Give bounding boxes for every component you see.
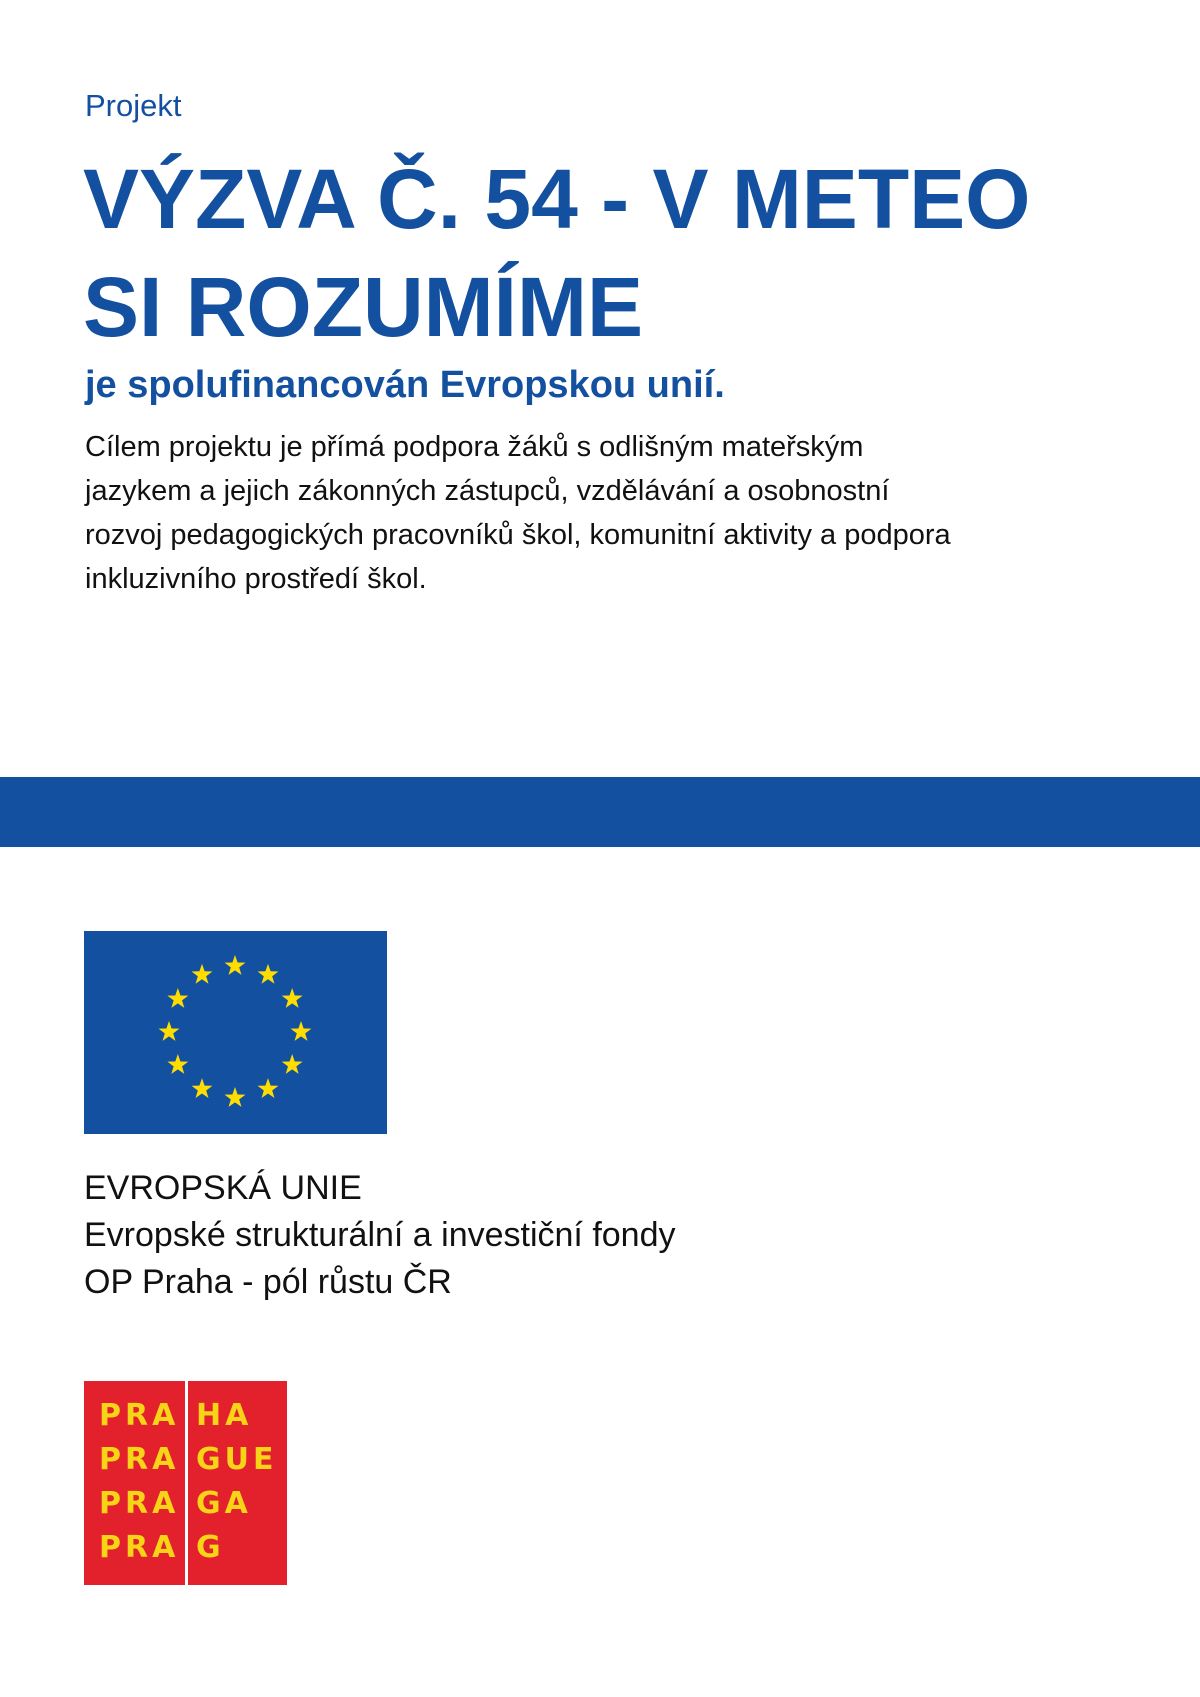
- description-line: rozvoj pedagogických pracovníků škol, komunitní aktivity a podpora: [85, 519, 951, 551]
- cofinancing-subtitle: je spolufinancován Evropskou unií.: [85, 364, 725, 406]
- praha-logo-text: PRA: [99, 1398, 180, 1433]
- praha-logo-text: PRA: [99, 1530, 180, 1565]
- eu-funding-text: [84, 1165, 676, 1306]
- eu-line-programme: OP Praha - pól růstu ČR: [84, 1263, 452, 1301]
- praha-logo-text: HA: [196, 1398, 253, 1433]
- project-description: [85, 425, 1145, 601]
- eu-flag-icon: [84, 931, 387, 1134]
- eu-line-union: EVROPSKÁ UNIE: [84, 1169, 362, 1207]
- praha-logo-text: PRA: [99, 1442, 180, 1477]
- praha-logo-text: GA: [196, 1486, 252, 1521]
- eu-line-funds: Evropské strukturální a investiční fondy: [84, 1216, 676, 1254]
- description-line: jazykem a jejich zákonných zástupců, vzdělávání a osobnostní: [85, 475, 890, 507]
- description-line: inkluzivního prostředí škol.: [85, 563, 427, 595]
- project-label: Projekt: [85, 88, 182, 123]
- project-title-line: SI ROZUMÍME: [83, 260, 643, 354]
- praha-city-logo: [84, 1381, 287, 1585]
- blue-divider-band: [0, 777, 1200, 847]
- description-line: Cílem projektu je přímá podpora žáků s odlišným mateřským: [85, 431, 864, 463]
- project-title: [83, 145, 1183, 361]
- praha-logo-text: GUE: [196, 1442, 278, 1477]
- praha-logo-text: PRA: [99, 1486, 180, 1521]
- project-title-line: VÝZVA Č. 54 - V METEO: [83, 152, 1031, 246]
- praha-logo-text: G: [196, 1530, 225, 1565]
